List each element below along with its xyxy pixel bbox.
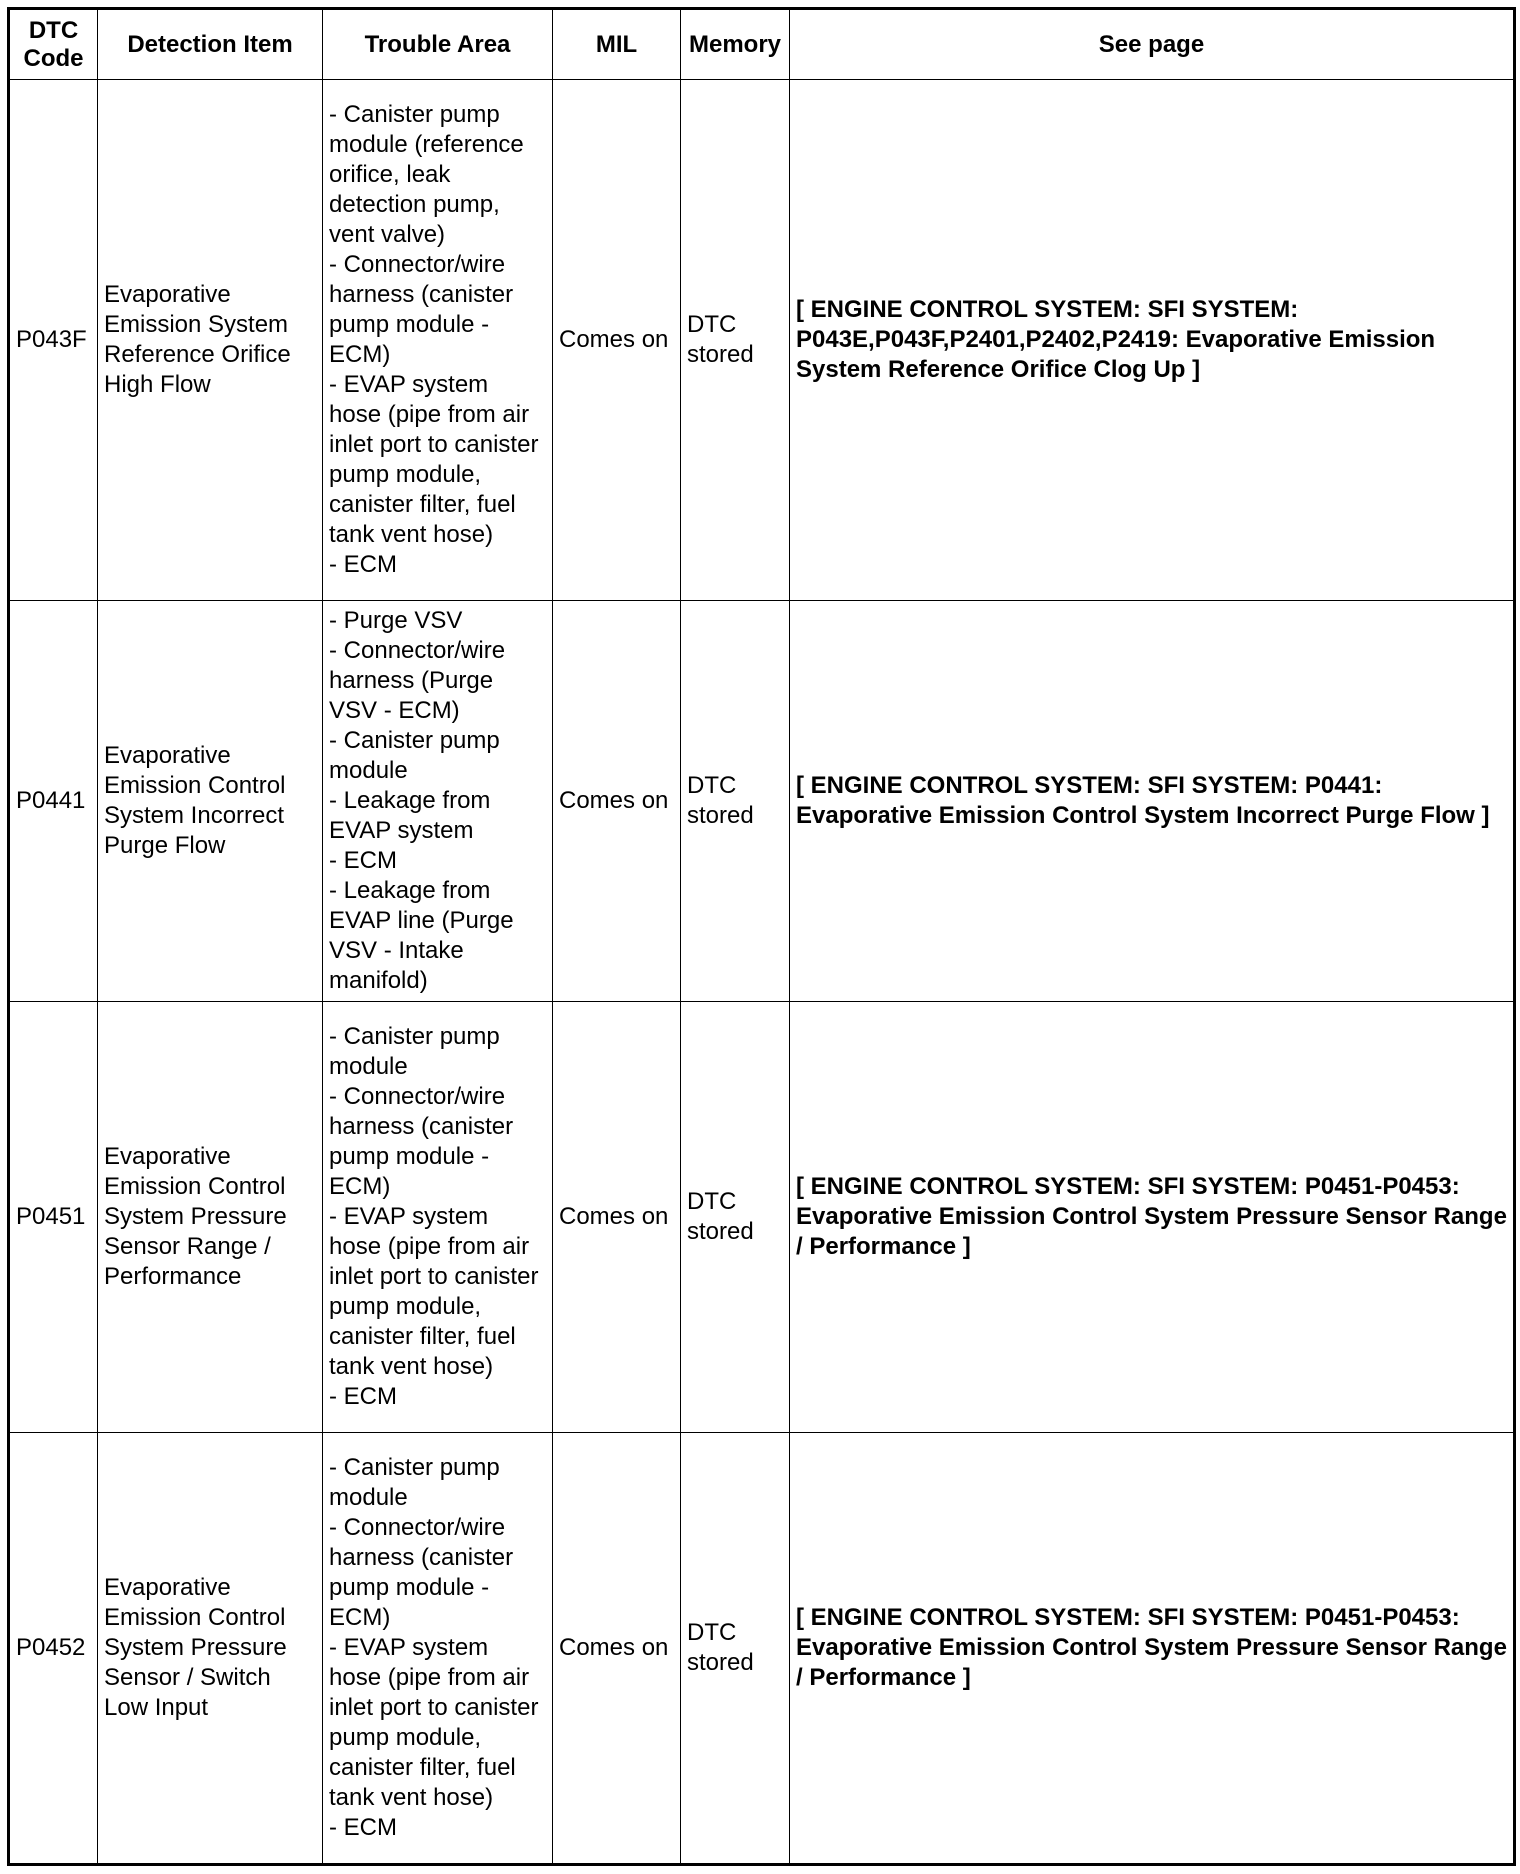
cell-mil: Comes on xyxy=(553,1002,681,1433)
cell-mil: Comes on xyxy=(553,1433,681,1865)
trouble-item: - ECM xyxy=(329,847,397,874)
dtc-table xyxy=(7,7,1516,1866)
cell-see-page-link[interactable]: [ ENGINE CONTROL SYSTEM: SFI SYSTEM: P0451-P0453: Evaporative Emission Control System Pressure Sensor Range / Performance ] xyxy=(790,1433,1515,1865)
trouble-item: - Canister pump module xyxy=(329,727,500,784)
cell-memory: DTC stored xyxy=(681,80,790,601)
cell-dtc-code: P0441 xyxy=(9,601,98,1002)
trouble-item: - Connector/wire harness (canister pump module - ECM) xyxy=(329,1514,514,1631)
table-header-row xyxy=(9,9,1515,80)
trouble-item: - ECM xyxy=(329,551,397,578)
cell-detection-item: Evaporative Emission Control System Incorrect Purge Flow xyxy=(98,601,323,1002)
cell-trouble-area xyxy=(323,1002,553,1433)
trouble-item: - ECM xyxy=(329,1383,397,1410)
cell-trouble-area xyxy=(323,80,553,601)
cell-see-page-link[interactable]: [ ENGINE CONTROL SYSTEM: SFI SYSTEM: P0451-P0453: Evaporative Emission Control System Pressure Sensor Range / Performance ] xyxy=(790,1002,1515,1433)
table-row xyxy=(9,1433,1515,1865)
cell-trouble-area xyxy=(323,601,553,1002)
header-see-page: See page xyxy=(790,9,1515,80)
trouble-item: - Connector/wire harness (Purge VSV - ECM) xyxy=(329,637,506,724)
trouble-item: - Connector/wire harness (canister pump module - ECM) xyxy=(329,1083,514,1200)
header-memory: Memory xyxy=(681,9,790,80)
cell-memory: DTC stored xyxy=(681,1002,790,1433)
cell-mil: Comes on xyxy=(553,601,681,1002)
header-dtc-code: DTC Code xyxy=(9,9,98,80)
table-row xyxy=(9,601,1515,1002)
cell-detection-item: Evaporative Emission Control System Pressure Sensor Range / Performance xyxy=(98,1002,323,1433)
cell-dtc-code: P0452 xyxy=(9,1433,98,1865)
trouble-item: - Connector/wire harness (canister pump module - ECM) xyxy=(329,251,514,368)
header-trouble-area: Trouble Area xyxy=(323,9,553,80)
trouble-item: - Canister pump module (reference orifice, leak detection pump, vent valve) xyxy=(329,101,524,248)
header-detection-item: Detection Item xyxy=(98,9,323,80)
cell-see-page-link[interactable]: [ ENGINE CONTROL SYSTEM: SFI SYSTEM: P043E,P043F,P2401,P2402,P2419: Evaporative Emission System Reference Orifice Clog Up ] xyxy=(790,80,1515,601)
cell-trouble-area xyxy=(323,1433,553,1865)
trouble-item: - EVAP system hose (pipe from air inlet port to canister pump module, canister filter, fuel tank vent hose) xyxy=(329,371,539,548)
trouble-item: - Leakage from EVAP line (Purge VSV - Intake manifold) xyxy=(329,877,514,994)
cell-see-page-link[interactable]: [ ENGINE CONTROL SYSTEM: SFI SYSTEM: P0441: Evaporative Emission Control System Incorrect Purge Flow ] xyxy=(790,601,1515,1002)
trouble-item: - Leakage from EVAP system xyxy=(329,787,491,844)
cell-memory: DTC stored xyxy=(681,601,790,1002)
table-row xyxy=(9,80,1515,601)
cell-dtc-code: P0451 xyxy=(9,1002,98,1433)
cell-dtc-code: P043F xyxy=(9,80,98,601)
cell-detection-item: Evaporative Emission Control System Pressure Sensor / Switch Low Input xyxy=(98,1433,323,1865)
cell-mil: Comes on xyxy=(553,80,681,601)
header-mil: MIL xyxy=(553,9,681,80)
cell-memory: DTC stored xyxy=(681,1433,790,1865)
cell-detection-item: Evaporative Emission System Reference Orifice High Flow xyxy=(98,80,323,601)
trouble-item: - ECM xyxy=(329,1814,397,1841)
trouble-item: - EVAP system hose (pipe from air inlet port to canister pump module, canister filter, fuel tank vent hose) xyxy=(329,1634,539,1811)
trouble-item: - EVAP system hose (pipe from air inlet port to canister pump module, canister filter, fuel tank vent hose) xyxy=(329,1203,539,1380)
trouble-item: - Canister pump module xyxy=(329,1023,500,1080)
trouble-item: - Purge VSV xyxy=(329,607,463,634)
table-row xyxy=(9,1002,1515,1433)
trouble-item: - Canister pump module xyxy=(329,1454,500,1511)
